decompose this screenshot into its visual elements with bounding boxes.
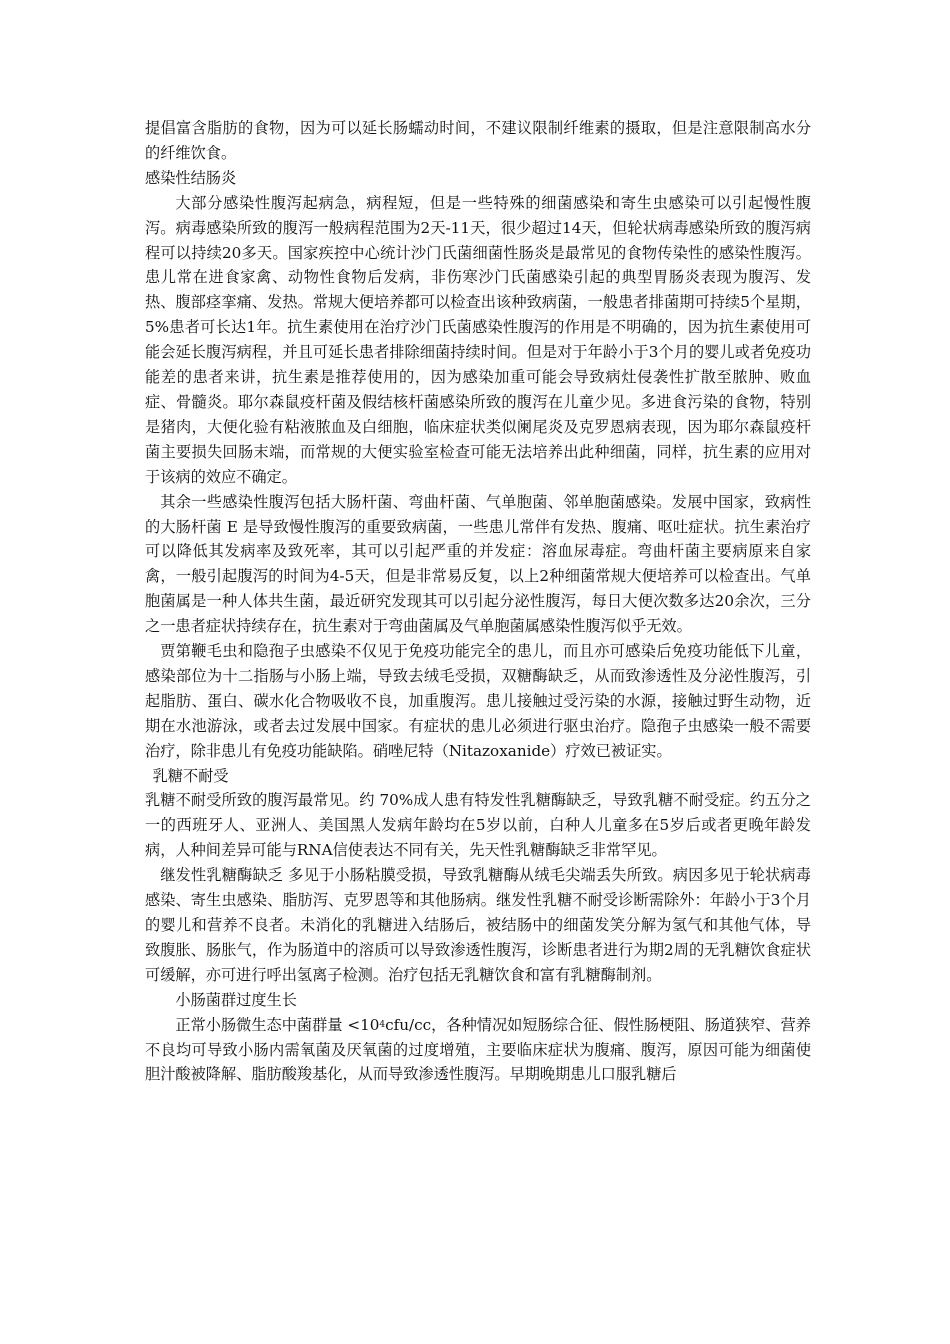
sibo-exponent: 4: [379, 1019, 386, 1030]
paragraph-lactose-primary: 乳糖不耐受所致的腹泻最常见。约 70%成人患有特发性乳糖酶缺乏，导致乳糖不耐受症。约五分之一的西班牙人、亚洲人、美国黑人发病年龄均在5岁以前，白种人儿童多在5岁后或者更晚年龄发病，人种间差异可能与RNA信使表达不同有关，先天性乳糖酶缺乏非常罕见。: [145, 791, 811, 860]
paragraph-infectious-giardia: 贾第鞭毛虫和隐孢子虫感染不仅见于免疫功能完全的患儿，而且亦可感染后免疫功能低下儿童，感染部位为十二指肠与小肠上端，导致去绒毛受损，双糖酶缺乏，从而致渗透性及分泌性腹泻，引起脂肪、蛋白、碳水化合物吸收不良，加重腹泻。患儿接触过受污染的水源，接触过野生动物，近期在水池游泳，或者去过发展中国家。有症状的患儿必须进行驱虫治疗。隐孢子虫感染一般不需要治疗，除非患儿有免疫功能缺陷。硝唑尼特（Nitazoxanide）疗效已被证实。: [145, 642, 811, 760]
paragraph-sibo: [145, 1013, 811, 1088]
heading-lactose-intolerance: 乳糖不耐受: [152, 766, 229, 785]
paragraph-lactose-secondary: 继发性乳糖酶缺乏 多见于小肠粘膜受损，导致乳糖酶从绒毛尖端丢失所致。病因多见于轮状病毒感染、寄生虫感染、脂肪泻、克罗恩等和其他肠病。继发性乳糖不耐受诊断需除外：年龄小于3个月的婴儿和营养不良者。未消化的乳糖进入结肠后，被结肠中的细菌发笑分解为氢气和其他气体，导致腹胀、肠胀气，作为肠道中的溶质可以导致渗透性腹泻，诊断患者进行为期2周的无乳糖饮食症状可缓解，亦可进行呼出氢离子检测。治疗包括无乳糖饮食和富有乳糖酶制剂。: [145, 866, 811, 984]
heading-infectious-colitis: 感染性结肠炎: [145, 168, 237, 187]
document-page: [145, 116, 811, 1087]
heading-sibo: 小肠菌群过度生长: [175, 990, 297, 1009]
paragraph-infectious-salmonella: 大部分感染性腹泻起病急，病程短，但是一些特殊的细菌感染和寄生虫感染可以引起慢性腹泻。病毒感染所致的腹泻一般病程范围为2天-11天，很少超过14天，但轮状病毒感染所致的腹泻病程可以持续20多天。国家疾控中心统计沙门氏菌细菌性肠炎是最常见的食物传染性的感染性腹泻。患儿常在进食家禽、动物性食物后发病，非伤寒沙门氏菌感染引起的典型胃肠炎表现为腹泻、发热、腹部痉挛痛、发热。常规大便培养都可以检查出该种致病菌，一般患者排菌期可持续5个星期，5%患者可长达1年。抗生素使用在治疗沙门氏菌感染性腹泻的作用是不明确的，因为抗生素使用可能会延长腹泻病程，并且可延长患者排除细菌持续时间。但是对于年龄小于3个月的婴儿或者免疫功能差的患者来讲，抗生素是推荐使用的，因为感染加重可能会导致病灶侵袭性扩散至脓肿、败血症、骨髓炎。耶尔森鼠疫杆菌及假结核杆菌感染所致的腹泻在儿童少见。多进食污染的食物，特别是猪肉，大便化验有粘液脓血及白细胞，临床症状类似阑尾炎及克罗恩病表现，因为耶尔森鼠疫杆菌主要损失回肠末端，而常规的大便实验室检查可能无法培养出此种细菌，同样，抗生素的应用对于该病的效应不确定。: [145, 193, 811, 486]
sibo-text-end: cfu/cc，各种情况如短肠综合征、假性肠梗阻、肠道狭窄、营养不良均可导致小肠内需氧菌及厌氧菌的过度增殖，主要临床症状为腹痛、腹泻，原因可能为细菌使胆汁酸被降解、脂肪酸羧基化，从而导致渗透性腹泻。早期晚期患儿口服乳糖后: [145, 1015, 811, 1084]
paragraph-infectious-ecoli: 其余一些感染性腹泻包括大肠杆菌、弯曲杆菌、气单胞菌、邻单胞菌感染。发展中国家，致病性的大肠杆菌 E 是导致慢性腹泻的重要致病菌，一些患儿常伴有发热、腹痛、呕吐症状。抗生素治疗可以降低其发病率及致死率，其可以引起严重的并发症：溶血尿毒症。弯曲杆菌主要病原来自家禽，一般引起腹泻的时间为4-5天，但是非常易反复，以上2种细菌常规大便培养可以检查出。气单胞菌属是一种人体共生菌，最近研究发现其可以引起分泌性腹泻，每日大便次数多达20余次，三分之一患者症状持续存在，抗生素对于弯曲菌属及气单胞菌属感染性腹泻似乎无效。: [145, 492, 811, 636]
paragraph-fiber-diet: 提倡富含脂肪的食物，因为可以延长肠蠕动时间，不建议限制纤维素的摄取，但是注意限制高水分的纤维饮食。: [145, 119, 811, 162]
sibo-text-start: 正常小肠微生态中菌群量 <10: [175, 1015, 380, 1034]
